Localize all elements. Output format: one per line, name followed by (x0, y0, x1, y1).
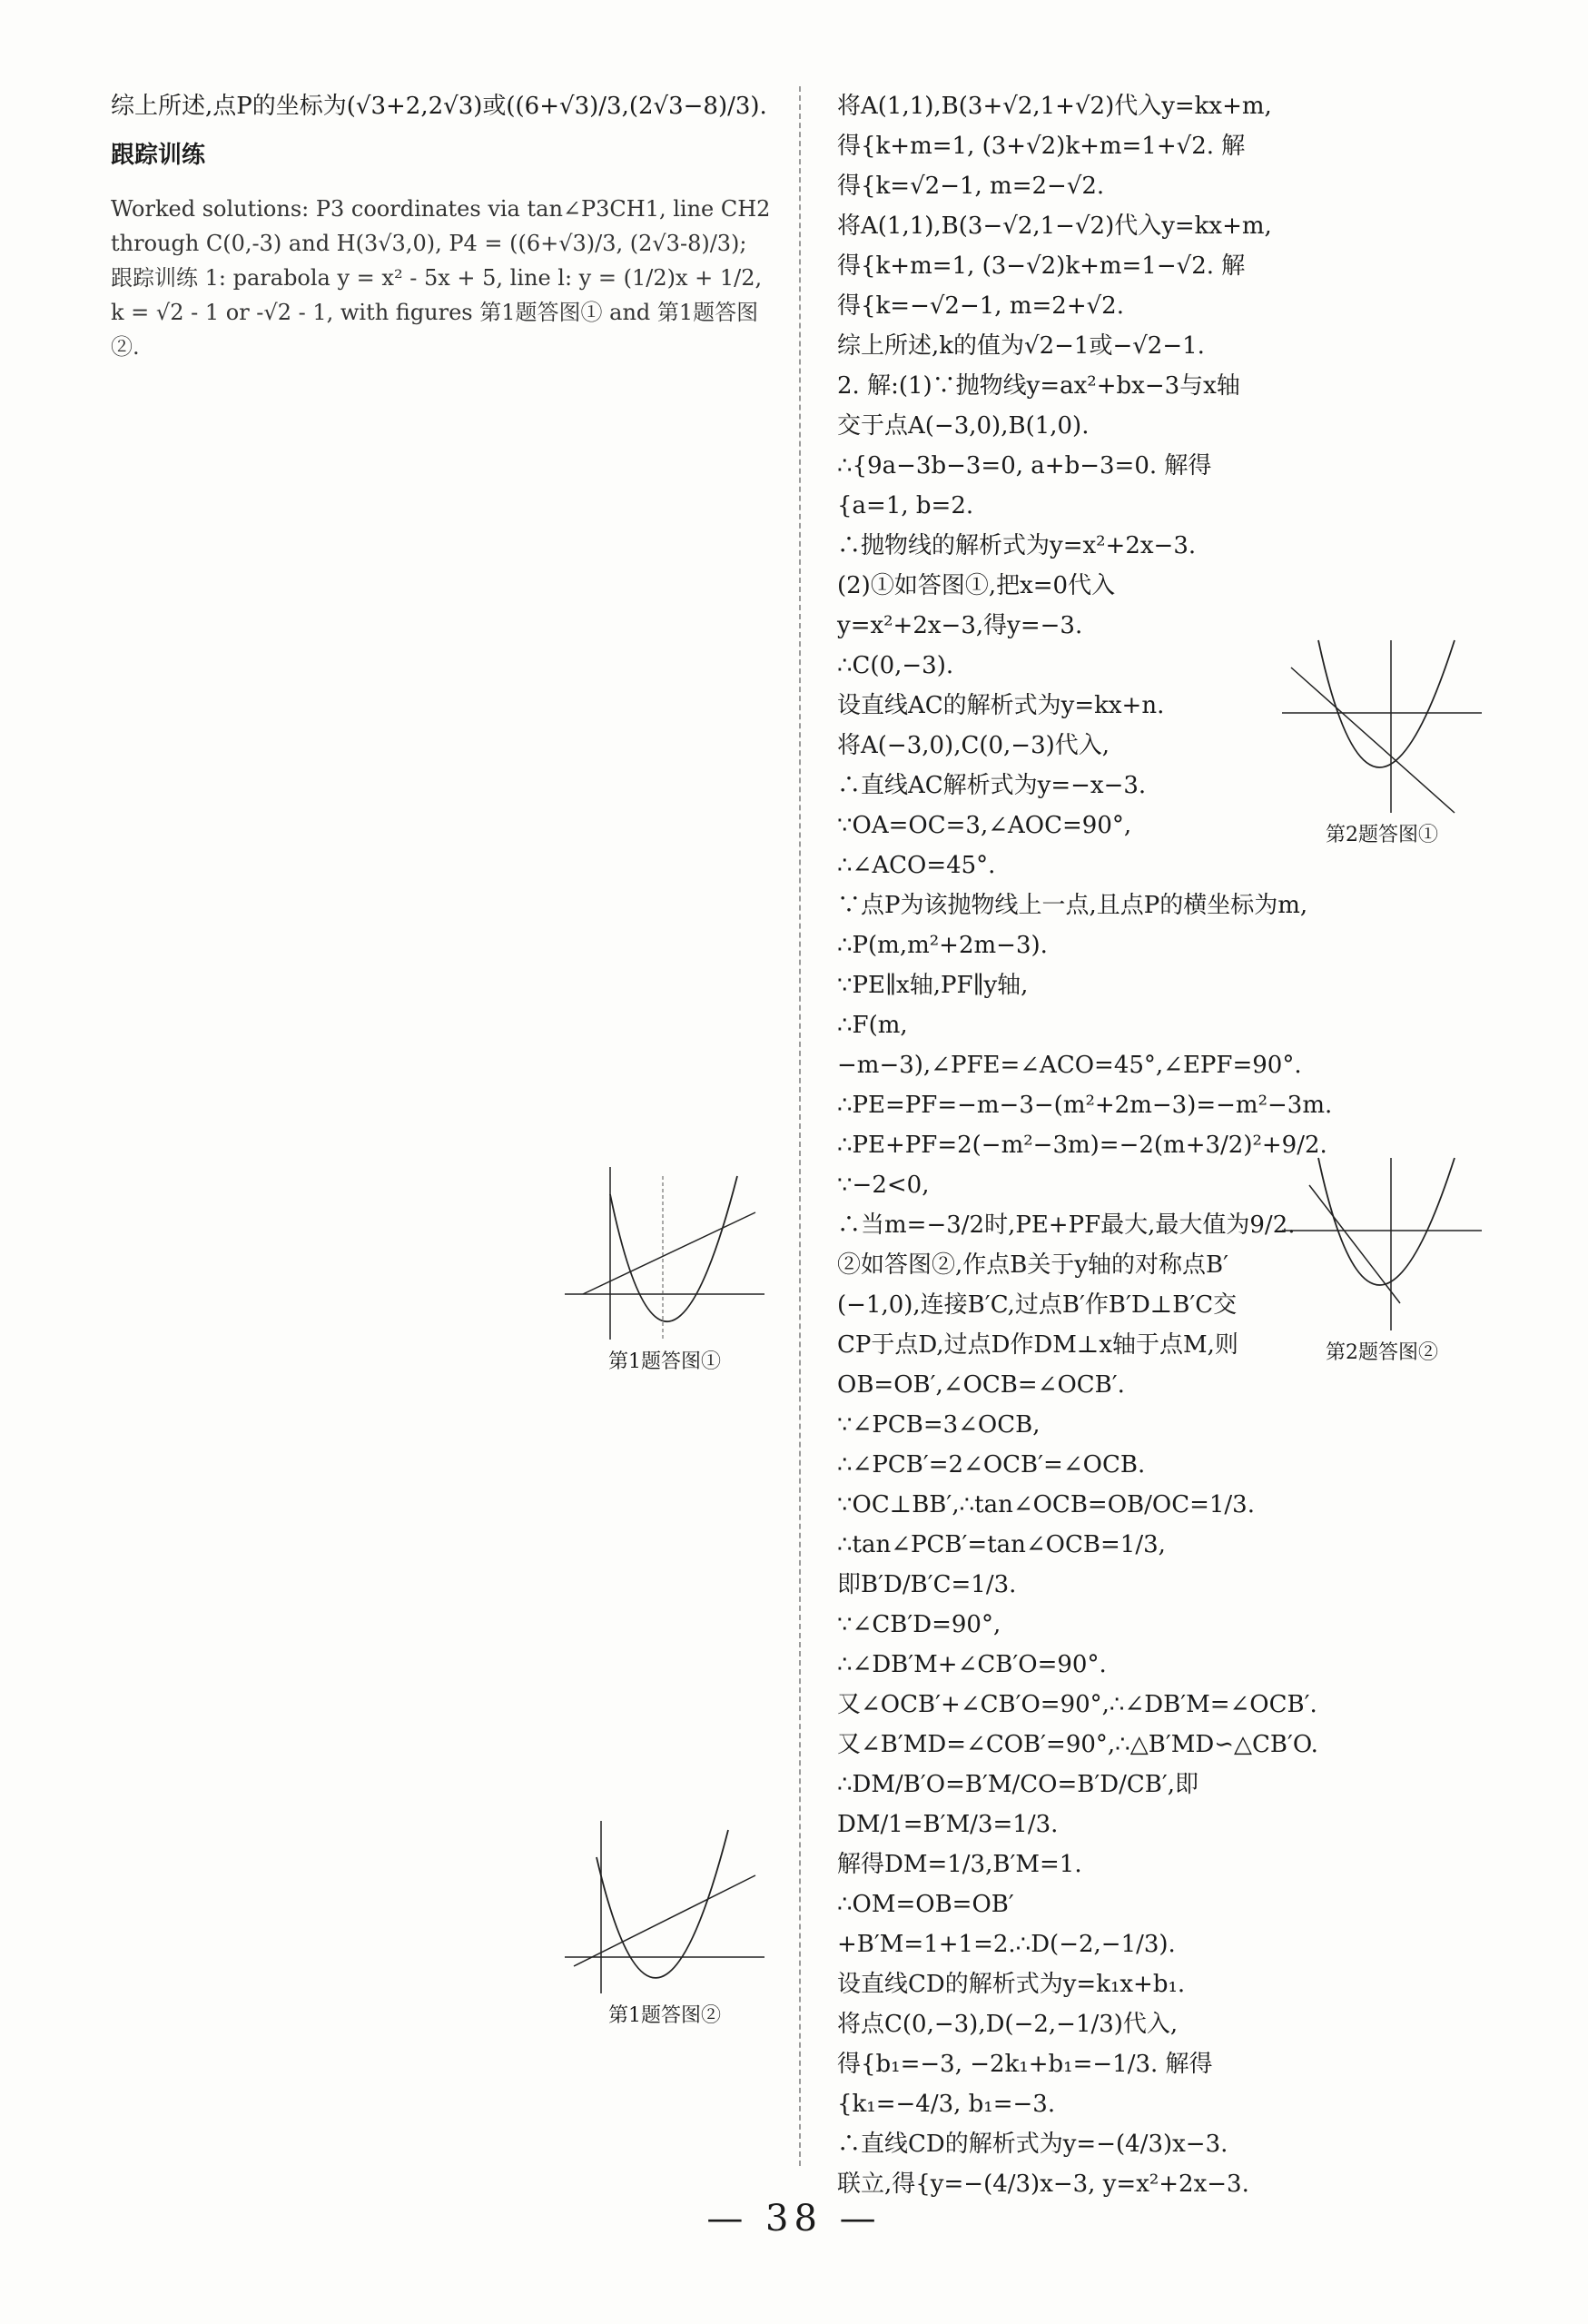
text-line: ∴∠DB′M+∠CB′O=90°. (837, 1651, 1107, 1678)
text-line: 得{k+m=1, (3−√2)k+m=1−√2. 解得{k=−√2−1, m=2+√2. (837, 252, 1246, 320)
parabola-graph-icon (1273, 631, 1491, 822)
text-line: ②如答图②,作点B关于y轴的对称点B′(−1,0),连接B′C,过点B′作B′D⊥B′C交CP于点D,过点D作DM⊥x轴于点M,则OB=OB′,∠OCB=∠OCB′. (837, 1251, 1238, 1399)
figure-caption: 第2题答图① (1326, 824, 1438, 846)
column-divider (799, 86, 801, 2166)
text-line: ∴直线AC解析式为y=−x−3. (837, 772, 1147, 799)
figure-caption: 第1题答图① (608, 1350, 721, 1373)
text-line: ∴tan∠PCB′=tan∠OCB=1/3, (837, 1531, 1166, 1558)
text-line: (2)①如答图①,把x=0代入y=x²+2x−3,得y=−3. (837, 572, 1116, 639)
text-line: 设直线CD的解析式为y=k₁x+b₁. (837, 1971, 1186, 1998)
text-line: ∵∠PCB=3∠OCB, (837, 1411, 1041, 1439)
text-line: 解得DM=1/3,B′M=1. (837, 1851, 1082, 1878)
page-number: — 38 — (706, 2198, 882, 2240)
figure-1-1 (556, 1158, 774, 1376)
text-line: 又∠B′MD=∠COB′=90°,∴△B′MD∽△CB′O. (837, 1731, 1318, 1758)
text-line: ∴∠ACO=45°. (837, 852, 996, 879)
left-conclusion: 综上所述,点P的坐标为(√3+2,2√3)或((6+√3)/3,(2√3−8)/3). (111, 93, 767, 120)
text-line: ∴当m=−3/2时,PE+PF最大,最大值为9/2. (837, 1211, 1296, 1239)
figure-2-1 (1273, 631, 1491, 849)
parabola-graph-icon (1273, 1149, 1491, 1340)
text-line: ∴P(m,m²+2m−3). (837, 932, 1048, 959)
text-line: 综上所述,k的值为√2−1或−√2−1. (837, 332, 1205, 360)
text-line: ∴C(0,−3). (837, 652, 954, 679)
text-line: 联立,得{y=−(4/3)x−3, y=x²+2x−3. (837, 2171, 1249, 2198)
left-summary: Worked solutions: P3 coordinates via tan∠P3CH1, line CH2 through C(0,-3) and H(3√3,0), P4 = ((6+√3)/3, (2√3-8)/3); 跟踪训练 1: parabola y = x² - 5x + 5, line l: y = (1/2)x + 1/2, k = √2 - 1 or -√2 - 1, with figures 第1题答图① and 第1题答图②. (111, 196, 771, 360)
text-line: ∵∠CB′D=90°, (837, 1611, 1001, 1638)
text-line: ∴PE+PF=2(−m²−3m)=−2(m+3/2)²+9/2. (837, 1132, 1327, 1159)
text-line: 设直线AC的解析式为y=kx+n. (837, 692, 1165, 719)
text-line: ∴OM=OB=OB′+B′M=1+1=2.∴D(−2,−1/3). (837, 1891, 1176, 1958)
figure-caption: 第1题答图② (608, 2004, 721, 2027)
figure-caption: 第2题答图② (1326, 1341, 1438, 1364)
figure-1-2 (556, 1812, 774, 2030)
text-line: 将A(1,1),B(3−√2,1−√2)代入y=kx+m, (837, 213, 1272, 240)
text-line: ∵OC⊥BB′,∴tan∠OCB=OB/OC=1/3. (837, 1491, 1255, 1518)
figure-2-2 (1273, 1149, 1491, 1367)
text-line: ∴抛物线的解析式为y=x²+2x−3. (837, 532, 1197, 559)
text-line: ∴直线CD的解析式为y=−(4/3)x−3. (837, 2131, 1228, 2158)
text-line: ∵点P为该抛物线上一点,且点P的横坐标为m, (837, 892, 1308, 919)
text-line: ∴DM/B′O=B′M/CO=B′D/CB′,即DM/1=B′M/3=1/3. (837, 1771, 1199, 1838)
text-line: ∴F(m,−m−3),∠PFE=∠ACO=45°,∠EPF=90°. (837, 1012, 1302, 1079)
text-line: 即B′D/B′C=1/3. (837, 1571, 1017, 1598)
section-heading: 跟踪训练 (111, 142, 206, 169)
text-line: 又∠OCB′+∠CB′O=90°,∴∠DB′M=∠OCB′. (837, 1691, 1317, 1718)
text-line: ∴∠PCB′=2∠OCB′=∠OCB. (837, 1451, 1146, 1478)
left-column (111, 86, 774, 2027)
right-column (837, 86, 1491, 2204)
text-line: ∵PE∥x轴,PF∥y轴, (837, 972, 1029, 999)
right-text-lines (837, 86, 1491, 2204)
text-line: 将A(−3,0),C(0,−3)代入, (837, 732, 1110, 759)
parabola-graph-icon (556, 1812, 774, 2003)
text-line: ∵−2<0, (837, 1172, 930, 1199)
text-line: 将点C(0,−3),D(−2,−1/3)代入, (837, 2011, 1179, 2038)
text-line: 得{b₁=−3, −2k₁+b₁=−1/3. 解得{k₁=−4/3, b₁=−3. (837, 2051, 1213, 2118)
text-line: ∴PE=PF=−m−3−(m²+2m−3)=−m²−3m. (837, 1092, 1333, 1119)
parabola-graph-icon (556, 1158, 774, 1349)
text-line: 将A(1,1),B(3+√2,1+√2)代入y=kx+m, (837, 93, 1272, 120)
text-line: 得{k+m=1, (3+√2)k+m=1+√2. 解得{k=√2−1, m=2−√2. (837, 133, 1246, 200)
text-line: ∴{9a−3b−3=0, a+b−3=0. 解得{a=1, b=2. (837, 452, 1212, 519)
text-line: 2. 解:(1)∵抛物线y=ax²+bx−3与x轴交于点A(−3,0),B(1,0). (837, 372, 1240, 440)
text-line: ∵OA=OC=3,∠AOC=90°, (837, 812, 1132, 839)
